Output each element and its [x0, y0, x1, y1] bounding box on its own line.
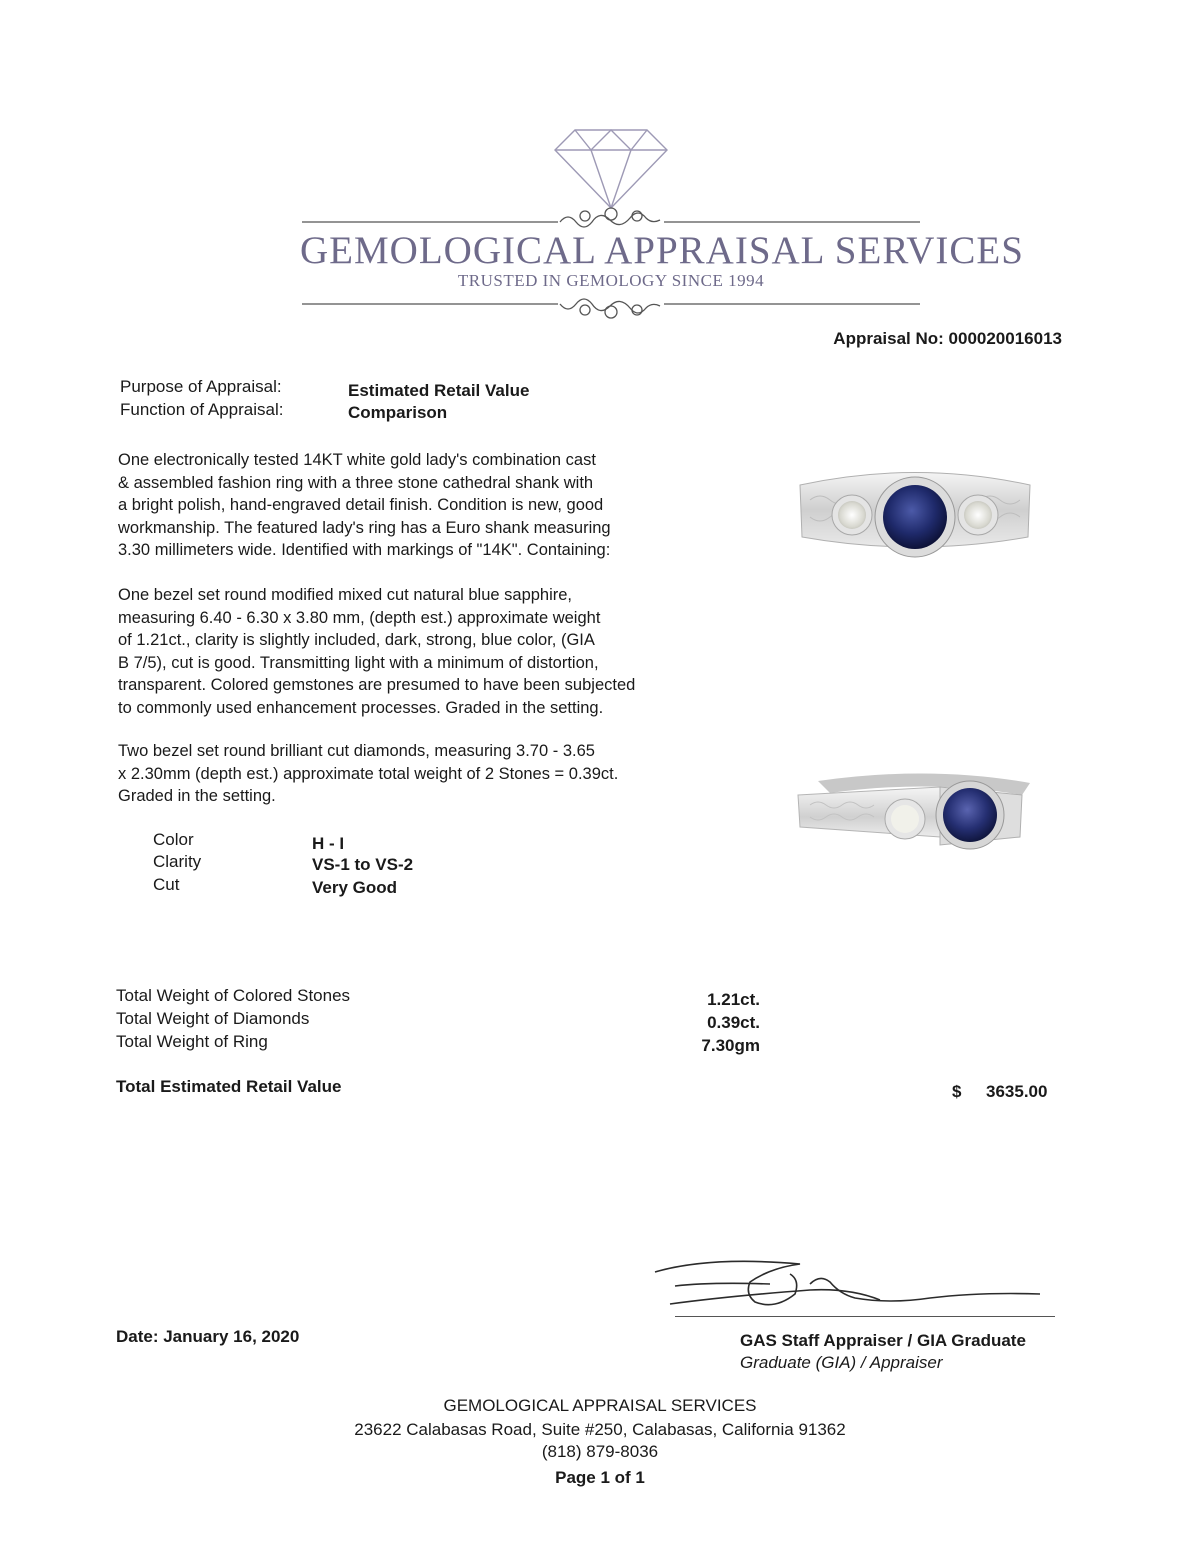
description-line: x 2.30mm (depth est.) approximate total weight of 2 Stones = 0.39ct. [118, 764, 619, 783]
description-line: 3.30 millimeters wide. Identified with markings of "14K". Containing: [118, 541, 611, 559]
appraiser-subtitle: Graduate (GIA) / Appraiser [740, 1353, 943, 1372]
diamond-description [118, 740, 743, 808]
sapphire-description [118, 584, 743, 719]
total-diamonds-label: Total Weight of Diamonds [116, 1009, 310, 1028]
function-label: Function of Appraisal: [120, 400, 284, 419]
total-colored-stones-value: 1.21ct. [707, 990, 760, 1009]
function-value: Comparison [348, 403, 448, 422]
grade-clarity-value: VS-1 to VS-2 [312, 855, 414, 874]
grade-cut-label: Cut [153, 875, 180, 894]
footer-phone: (818) 879-8036 [541, 1442, 659, 1461]
description-line: transparent. Colored gemstones are presumed to have been subjected [118, 676, 636, 694]
description-line: Graded in the setting. [118, 787, 276, 805]
description-line: to commonly used enhancement processes. Graded in the setting. [118, 698, 604, 717]
grade-color-value: H - I [312, 834, 345, 853]
ornament-rule-bottom-icon [302, 292, 920, 320]
purpose-value: Estimated Retail Value [348, 381, 530, 400]
description-line: a bright polish, hand-engraved detail finish. Condition is new, good [118, 496, 604, 514]
ring-photo-side [790, 765, 1040, 875]
appraiser-title: GAS Staff Appraiser / GIA Graduate [740, 1331, 1026, 1350]
appraisal-date: Date: January 16, 2020 [116, 1327, 300, 1346]
purpose-label: Purpose of Appraisal: [120, 377, 282, 396]
total-ring-weight-label: Total Weight of Ring [116, 1032, 268, 1051]
signature-line [675, 1316, 1055, 1317]
grade-color-label: Color [153, 830, 194, 849]
total-colored-stones-label: Total Weight of Colored Stones [116, 986, 351, 1005]
ring-photo-top [790, 455, 1040, 575]
footer-address: 23622 Calabasas Road, Suite #250, Calabasas, California 91362 [354, 1420, 846, 1439]
appraisal-number: Appraisal No: 000020016013 [833, 329, 1062, 348]
retail-value-label: Total Estimated Retail Value [116, 1077, 342, 1096]
footer-company: GEMOLOGICAL APPRAISAL SERVICES [443, 1396, 757, 1415]
description-line: of 1.21ct., clarity is slightly included, dark, strong, blue color, (GIA [118, 631, 595, 649]
description-line: One electronically tested 14KT white gold lady's combination cast [118, 451, 596, 469]
grade-cut-value: Very Good [312, 878, 398, 897]
grade-clarity-label: Clarity [153, 852, 202, 871]
description-line: measuring 6.40 - 6.30 x 3.80 mm, (depth est.) approximate weight [118, 608, 601, 627]
retail-value-amount: 3635.00 [986, 1082, 1048, 1101]
description-line: workmanship. The featured lady's ring has a Euro shank measuring [118, 518, 611, 537]
total-diamonds-value: 0.39ct. [707, 1013, 760, 1032]
description-line: & assembled fashion ring with a three stone cathedral shank with [118, 473, 594, 492]
total-ring-weight-value: 7.30gm [701, 1036, 760, 1055]
diamond-logo-icon [553, 124, 669, 210]
company-tagline: TRUSTED IN GEMOLOGY SINCE 1994 [457, 271, 765, 290]
appraiser-signature [650, 1254, 1050, 1324]
ring-description [118, 449, 743, 562]
description-line: B 7/5), cut is good. Transmitting light with a minimum of distortion, [118, 653, 599, 672]
description-line: Two bezel set round brilliant cut diamonds, measuring 3.70 - 3.65 [118, 742, 595, 760]
company-name: GEMOLOGICAL APPRAISAL SERVICES [300, 229, 1024, 272]
retail-value-currency: $ [952, 1082, 962, 1101]
description-line: One bezel set round modified mixed cut natural blue sapphire, [118, 586, 573, 604]
page-number: Page 1 of 1 [555, 1468, 645, 1487]
